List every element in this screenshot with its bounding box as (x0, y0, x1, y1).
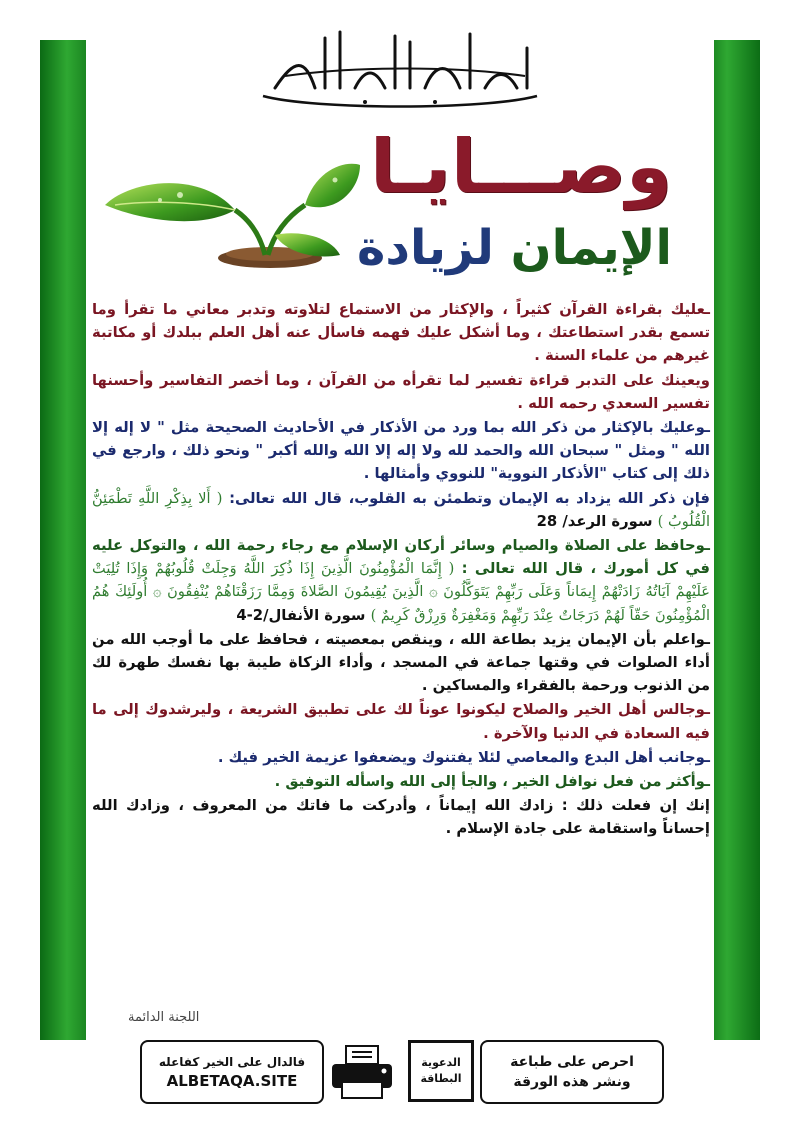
paragraph-text: ـوجالس أهل الخير والصلاح ليكونوا عوناً لك على تطبيق الشريعة ، وليرشدوك إلى ما فيه السعادة في الدنيا والآخرة . (92, 701, 710, 742)
surah-reference: سورة الأنفال/2-4 (236, 606, 366, 624)
quran-quote: ( إِنَّمَا الْمُؤْمِنُونَ الَّذِينَ إِذَا ذُكِرَ اللَّهُ وَجِلَتْ قُلُوبُهُمْ وَإِذَا تُلِيَتْ عَلَيْهِمْ آيَاتُهُ زَادَتْهُمْ إِيمَاناً وَعَلَى رَبِّهِمْ يَتَوَكَّلُونَ ۞ الَّذِينَ يُقِيمُونَ الصَّلاةَ وَمِمَّا رَزَقْنَاهُمْ يُنْفِقُونَ ۞ أُولَئِكَ هُمُ الْمُؤْمِنُونَ حَقّاً لَهُمْ دَرَجَاتٌ عِنْدَ رَبِّهِمْ وَمَغْفِرَةٌ وَرِزْقٌ كَرِيمٌ ) (92, 560, 710, 624)
title-word-iman: الإيمان (510, 220, 672, 276)
paragraph-nawafil (92, 770, 710, 793)
albetaqa-logo (408, 1040, 474, 1102)
footer-print-box (480, 1040, 664, 1104)
paragraph-dhikr (92, 416, 710, 486)
printer-icon (328, 1044, 396, 1100)
paragraph-text: ويعينك على التدبر قراءة تفسير لما تقرأه من القرآن ، وما أخصر التفاسير وأحسنها تفسير السعدي رحمه الله . (92, 371, 710, 412)
paragraph-good-company (92, 698, 710, 744)
signature-committee: اللجنة الدائمة (128, 1010, 200, 1025)
logo-line2: البطاقة (420, 1072, 462, 1085)
title-wasaya: وصـــايـا (369, 124, 672, 210)
footer-motto: فالدال على الخير كفاعله (158, 1054, 306, 1069)
basmala-calligraphy (255, 18, 545, 110)
advice-content (92, 298, 710, 842)
paragraph-text: ـوعليك بالإكثار من ذكر الله بما ورد من الأذكار في الأحاديث الصحيحة مثل " لا إله إلا الله " ومثل " سبحان الله والحمد لله ولا إله إلا الله والله أكبر " ونحو ذلك ، وارجع في ذلك إلى كتاب "الأذكار النووية" للنووي وأمثالها . (92, 419, 710, 483)
paragraph-text: ـواعلم بأن الإيمان يزيد بطاعة الله ، وينقص بمعصيته ، فحافظ على ما أوجب الله من أداء الصلوات في وقتها جماعة في المسجد ، وأداء الزكاة طيبة بها نفسك طهرة لك من الذنوب ورحمة بالفقراء والمساكين . (92, 630, 710, 695)
paragraph-tafsir (92, 369, 710, 415)
paragraph-avoid-bidah (92, 746, 710, 769)
paragraph-text: فإن ذكر الله يزداد به الإيمان وتطمئن به القلوب، قال الله تعالى: (229, 489, 710, 507)
paragraph-salah (92, 534, 710, 627)
quran-quote: ( أَلا بِذِكْرِ اللَّهِ تَطْمَئِنُّ الْقُلُوبُ ) (92, 489, 710, 530)
paragraph-text: ـوجانب أهل البدع والمعاصي لئلا يفتنوك ويضعفوا عزيمة الخير فيك . (217, 748, 710, 766)
footer-website-box (140, 1040, 324, 1104)
paragraph-text: ـوحافظ على الصلاة والصيام وسائر أركان الإسلام مع رجاء رحمة الله ، والتوكل عليه في كل أمورك ، قال الله تعالى : (92, 537, 710, 578)
surah-reference: سورة الرعد/ 28 (536, 512, 653, 530)
footer-print-line1: احرص على طباعة (510, 1054, 634, 1070)
paragraph-text: ـعليك بقراءة القرآن كثيراً ، والإكثار من الاستماع لتلاوته وتدبر معاني ما تقرأ وما تسمع بقدر استطاعتك ، وما أشكل عليك فهمه فاسأل عنه أهل العلم ببلدك أو مكاتبة غيرهم من علماء السنة . (92, 301, 710, 365)
footer (140, 1040, 660, 1104)
title-subtitle (357, 222, 672, 275)
footer-website-link[interactable]: ALBETAQA.SITE (166, 1071, 298, 1090)
paragraph-text: ـوأكثر من فعل نوافل الخير ، والجأ إلى الله واسأله التوفيق . (274, 773, 710, 791)
title-word-liziyadat: لزيادة (356, 220, 494, 276)
paragraph-text: إنك إن فعلت ذلك : زادك الله إيماناً ، وأدركت ما فاتك من المعروف ، وزادك الله إحساناً واستقامة على جادة الإسلام . (92, 797, 710, 838)
sprout-leaves-icon (100, 160, 370, 290)
paragraph-conclusion (92, 794, 710, 840)
paragraph-quran (92, 298, 710, 368)
paragraph-iman-increase (92, 628, 710, 698)
logo-line1: الدعوية (421, 1056, 461, 1069)
footer-print-line2: ونشر هذه الورقة (513, 1074, 631, 1090)
paragraph-dhikr-verse (92, 487, 710, 533)
